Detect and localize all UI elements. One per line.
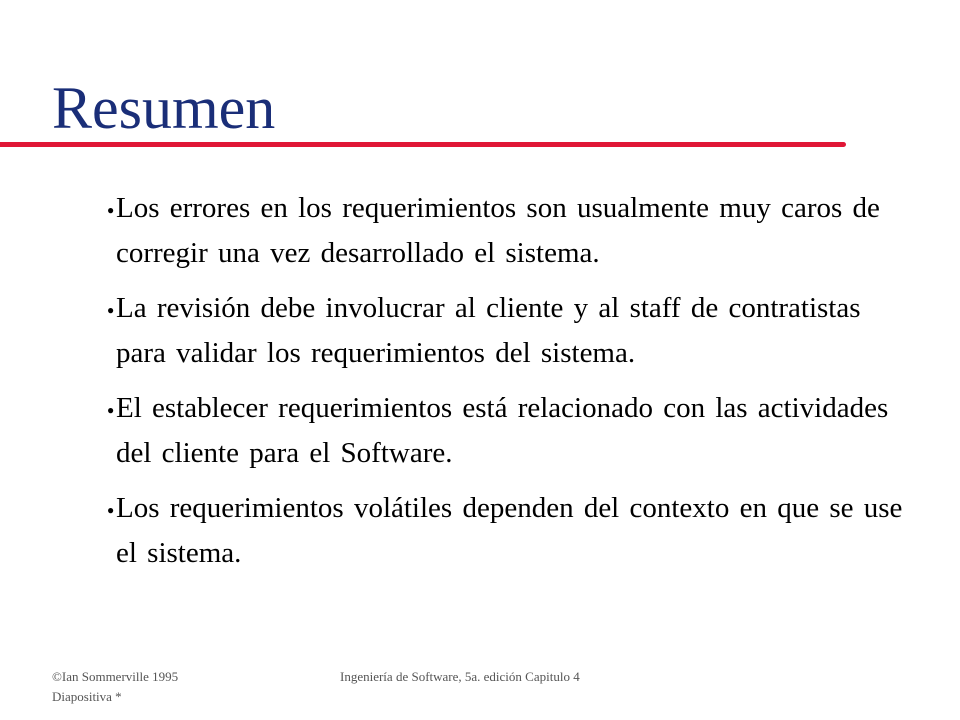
- bullet-item: [0, 386, 960, 475]
- bullet-text: Los requerimientos volátiles dependen del contexto en que se use el sistema.: [116, 492, 903, 569]
- bullet-item: [0, 486, 960, 575]
- footer-copyright: ©Ian Sommerville 1995: [52, 669, 179, 684]
- footer-course: Ingeniería de Software, 5a. edición Capitulo 4: [340, 669, 580, 684]
- bullet-text: La revisión debe involucrar al cliente y al staff de contratistas para validar los requerimientos del sistema.: [116, 292, 861, 369]
- bullet-dot-icon: ●: [107, 503, 115, 517]
- bullet-item: [0, 186, 960, 275]
- bullet-list: [0, 186, 960, 586]
- slide-title: Resumen: [52, 75, 276, 141]
- footer-slide-number: Diapositiva *: [52, 689, 122, 704]
- bullet-dot-icon: ●: [107, 403, 115, 417]
- bullet-item: [0, 286, 960, 375]
- bullet-dot-icon: ●: [107, 203, 115, 217]
- bullet-text: Los errores en los requerimientos son usualmente muy caros de corregir una vez desarrollado el sistema.: [116, 192, 880, 269]
- bullet-dot-icon: ●: [107, 303, 115, 317]
- title-underline: [0, 142, 846, 147]
- bullet-text: El establecer requerimientos está relacionado con las actividades del cliente para el Software.: [116, 392, 889, 469]
